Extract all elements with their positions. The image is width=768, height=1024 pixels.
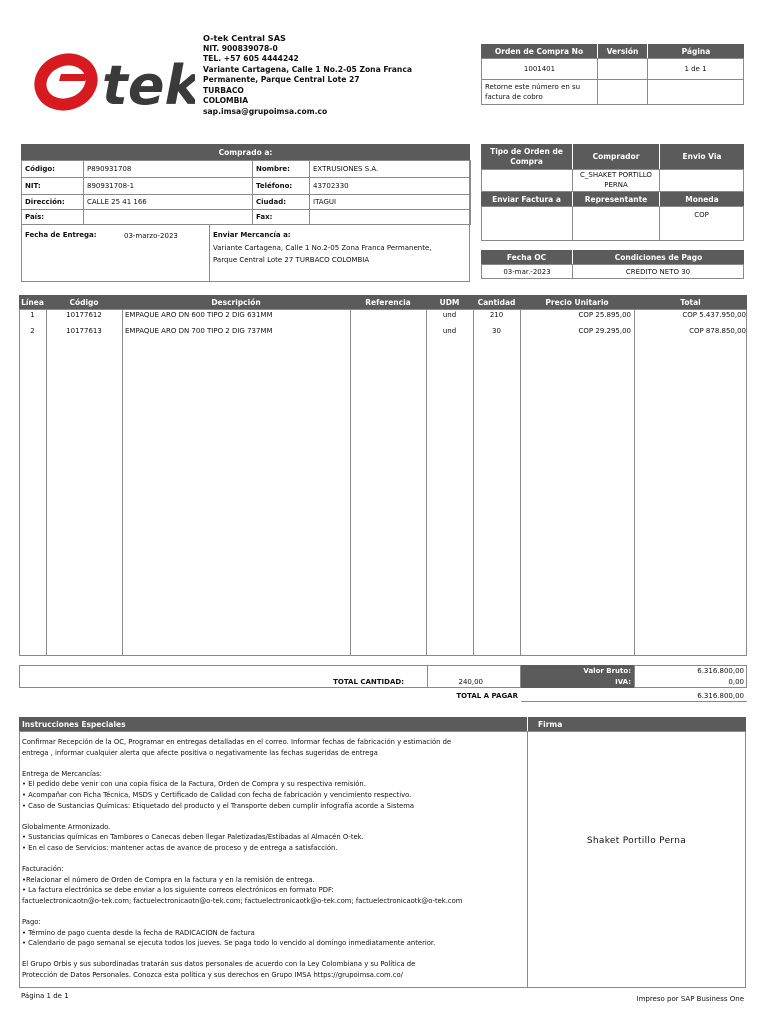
- company-email: sap.imsa@grupoimsa.com.co: [203, 106, 328, 116]
- envio-value: [659, 169, 744, 192]
- order-number: 1001401: [481, 58, 598, 80]
- company-country: COLOMBIA: [203, 96, 249, 105]
- moneda-header: Moneda: [659, 192, 744, 206]
- representante-value: [572, 206, 660, 241]
- total-pagar-value: 6.316.800,00: [697, 692, 744, 700]
- enviar-line-2: Parque Central Lote 27 TURBACO COLOMBIA: [213, 256, 370, 264]
- buyer-box: [21, 160, 470, 282]
- row-descripcion: EMPAQUE ARO DN 600 TIPO 2 DIG 631MM: [125, 311, 273, 319]
- footer-printed: Impreso por SAP Business One: [636, 995, 744, 1003]
- col-divider: [426, 309, 427, 656]
- enviar-line-1: Variante Cartagena, Calle 1 No.2-05 Zona Franca Permanente,: [213, 244, 432, 252]
- col-precio-header: Precio Unitario: [520, 295, 634, 309]
- col-linea-header: Línea: [19, 295, 46, 309]
- col-udm-header: UDM: [426, 295, 473, 309]
- row-cantidad: 30: [492, 327, 501, 335]
- row-cantidad: 210: [489, 311, 504, 319]
- firma-signature: Shaket Portillo Perna: [586, 836, 687, 846]
- col-divider: [473, 309, 474, 656]
- nit-value: 890931708-1: [84, 178, 253, 195]
- svg-text:tek: tek: [102, 54, 195, 117]
- row-linea: 2: [30, 327, 35, 335]
- comprador-value: C_SHAKET PORTILLO PERNA: [572, 169, 660, 192]
- instruction-spacer: [22, 758, 524, 769]
- row-precio: COP 29.295,00: [578, 327, 631, 335]
- instruction-line: • Calendario de pago semanal se ejecuta todos los jueves. Se paga todo lo vencido al domingo inmediatamente anterior.: [22, 939, 436, 948]
- comprador-header: Comprador: [572, 144, 659, 169]
- order-note-blank-1: [597, 79, 648, 105]
- firma-box: [527, 731, 746, 988]
- instruction-spacer: [22, 854, 524, 865]
- instruction-line: Confirmar Recepción de la OC, Programar en entregas detalladas en el correo. Informar fechas de fabricación y estimación de: [22, 738, 452, 746]
- version-header: Versión: [597, 44, 647, 58]
- instruction-line: Pago:: [22, 918, 41, 927]
- company-address-1: Variante Cartagena, Calle 1 No.2-05 Zona Franca: [203, 64, 412, 74]
- row-descripcion: EMPAQUE ARO DN 700 TIPO 2 DIG 737MM: [125, 327, 273, 335]
- instruction-line: entrega , informar cualquier alerta que afecte positiva o negativamente las fechas sugeridas de entrega: [22, 748, 378, 757]
- col-divider: [520, 309, 521, 656]
- iva-label: IVA:: [615, 678, 631, 686]
- pais-value: [84, 210, 253, 225]
- table-row: [19, 327, 747, 339]
- col-cantidad-header: Cantidad: [473, 295, 520, 309]
- instruction-line: Entrega de Mercancías:: [22, 769, 102, 778]
- buyer-header: Comprado a:: [21, 144, 470, 160]
- instruction-line: • Sustancias químicas en Tambores o Canecas deben llegar Paletizadas/Estibadas al Almacén O-tek.: [22, 833, 364, 842]
- instruction-line: Globalmente Armonizado.: [22, 822, 111, 831]
- enviar-label: Enviar Mercancía a:: [213, 231, 291, 239]
- codigo-value: P890931708: [84, 161, 253, 178]
- instruction-line: •Relacionar el número de Orden de Compra en la factura y en la remisión de entrega.: [22, 875, 315, 884]
- nit-label: NIT:: [22, 178, 84, 195]
- representante-header: Representante: [572, 192, 659, 206]
- condiciones-header: Condiciones de Pago: [572, 250, 744, 264]
- line-items-body: [19, 309, 747, 656]
- col-divider: [350, 309, 351, 656]
- instructions-header: Instrucciones Especiales: [19, 717, 527, 731]
- line-items: [19, 295, 747, 656]
- entrega-label: Fecha de Entrega:: [25, 231, 97, 239]
- buyer-row-pais: [22, 210, 471, 225]
- instruction-line: Protección de Datos Personales. Conozca esta política y sus derechos en Grupo IMSA https://grupoimsa.com.co/: [22, 971, 403, 980]
- order-note-blank-2: [647, 79, 744, 105]
- pais-label: País:: [22, 210, 84, 225]
- company-city: TURBACO: [203, 85, 244, 95]
- row-total: COP 5.437.950,00: [682, 311, 746, 319]
- page-header: Página: [647, 44, 744, 58]
- total-pagar-underline: [521, 701, 747, 702]
- instruction-line: • Caso de Sustancias Químicas: Etiquetado del producto y el Transporte deben cumplir infografía acorde a Sistema: [22, 801, 415, 810]
- entrega-value: 03-marzo-2023: [124, 232, 178, 240]
- company-tel: TEL. +57 605 4444242: [203, 54, 299, 63]
- instruction-line: • El pedido debe venir con una copia física de la Factura, Orden de Compra y su respectiva remisión.: [22, 780, 366, 789]
- instruction-line: factuelectronicaotn@o-tek.com; factuelectronicaotn@o-tek.com; factuelectronicaotk@o-tek.com; factuelectronicaotk@o-tek.com: [22, 896, 463, 905]
- company-logo: [30, 40, 195, 118]
- iva-value: 0,00: [728, 678, 744, 686]
- telefono-value: 43702330: [310, 178, 471, 195]
- col-divider: [46, 309, 47, 656]
- instruction-line: • La factura electrónica se debe enviar a los siguiente correos electrónicos en formato PDF:: [22, 886, 334, 895]
- moneda-cell: [659, 206, 744, 241]
- telefono-label: Teléfono:: [253, 178, 310, 195]
- order-no-header: Orden de Compra No: [481, 44, 597, 58]
- row-codigo: 10177613: [66, 327, 102, 335]
- instruction-line: • Acompañar con Ficha Técnica, MSDS y Certificado de Calidad con fecha de fabricación y vencimiento respectivo.: [22, 790, 412, 799]
- company-info: [203, 33, 473, 117]
- buyer-row-direccion: [22, 195, 471, 210]
- fecha-oc-header: Fecha OC: [481, 250, 572, 264]
- row-linea: 1: [30, 311, 35, 319]
- col-total-header: Total: [634, 295, 747, 309]
- nombre-label: Nombre:: [253, 161, 310, 178]
- instruction-line: • Término de pago cuenta desde la fecha de RADICACION de factura: [22, 928, 255, 937]
- instruction-line: El Grupo Orbis y sus subordinadas tratarán sus datos personales de acuerdo con la Ley Colombiana y su Política de: [22, 960, 416, 969]
- nombre-value: EXTRUSIONES S.A.: [310, 161, 471, 178]
- company-name: O-tek Central SAS: [203, 33, 286, 43]
- buyer-table: [21, 160, 471, 225]
- version-value: [597, 58, 648, 80]
- col-divider: [122, 309, 123, 656]
- direccion-label: Dirección:: [22, 195, 84, 210]
- footer-page: Página 1 de 1: [21, 992, 69, 1000]
- enviar-factura-header: Enviar Factura a: [481, 192, 572, 206]
- fax-label: Fax:: [253, 210, 310, 225]
- col-divider: [634, 309, 635, 656]
- tipo-orden-header: Tipo de Orden de Compra: [481, 144, 572, 169]
- row-udm: und: [442, 311, 457, 319]
- valor-bruto-label: Valor Bruto:: [583, 667, 631, 675]
- enviar-divider: [209, 224, 210, 282]
- valor-bruto-value: 6.316.800,00: [697, 667, 744, 675]
- moneda-value: COP: [694, 211, 709, 219]
- enviar-factura-value: [481, 206, 573, 241]
- company-address-2: Permanente, Parque Central Lote 27: [203, 75, 360, 84]
- row-udm: und: [442, 327, 457, 335]
- ciudad-label: Ciudad:: [253, 195, 310, 210]
- totals-divider: [427, 665, 428, 688]
- order-return-note: Retorne este número en su factura de cobro: [481, 79, 598, 105]
- instructions-text: [22, 737, 524, 981]
- fecha-oc-value: 03-mar.-2023: [481, 264, 573, 279]
- instruction-spacer: [22, 907, 524, 918]
- company-nit: NIT. 900839078-0: [203, 43, 278, 53]
- row-total: COP 878.850,00: [689, 327, 746, 335]
- page-value: 1 de 1: [647, 58, 744, 80]
- instruction-line: Facturación:: [22, 865, 64, 874]
- row-codigo: 10177612: [66, 311, 102, 319]
- envio-header: Envio Via: [659, 144, 744, 169]
- col-referencia-header: Referencia: [350, 295, 426, 309]
- buyer-row-codigo: [22, 161, 471, 178]
- ciudad-value: ITAGUI: [310, 195, 471, 210]
- instruction-spacer: [22, 949, 524, 960]
- condiciones-value: CRÉDITO NETO 30: [572, 264, 744, 279]
- fax-value: [310, 210, 471, 225]
- total-cantidad-value: 240,00: [458, 678, 483, 686]
- direccion-value: CALLE 25 41 166: [84, 195, 253, 210]
- instruction-spacer: [22, 811, 524, 822]
- buyer-row-nit: [22, 178, 471, 195]
- firma-header: Firma: [527, 717, 746, 731]
- col-codigo-header: Código: [46, 295, 122, 309]
- instruction-line: • En el caso de Servicios: mantener actas de avance de proceso y de entrega a satisfacción.: [22, 843, 338, 852]
- table-row: [19, 311, 747, 323]
- tipo-orden-value: [481, 169, 573, 192]
- col-descripcion-header: Descripción: [122, 295, 350, 309]
- codigo-label: Código:: [22, 161, 84, 178]
- total-pagar-label: TOTAL A PAGAR: [456, 692, 518, 700]
- total-cantidad-label: TOTAL CANTIDAD:: [333, 678, 404, 686]
- row-precio: COP 25.895,00: [578, 311, 631, 319]
